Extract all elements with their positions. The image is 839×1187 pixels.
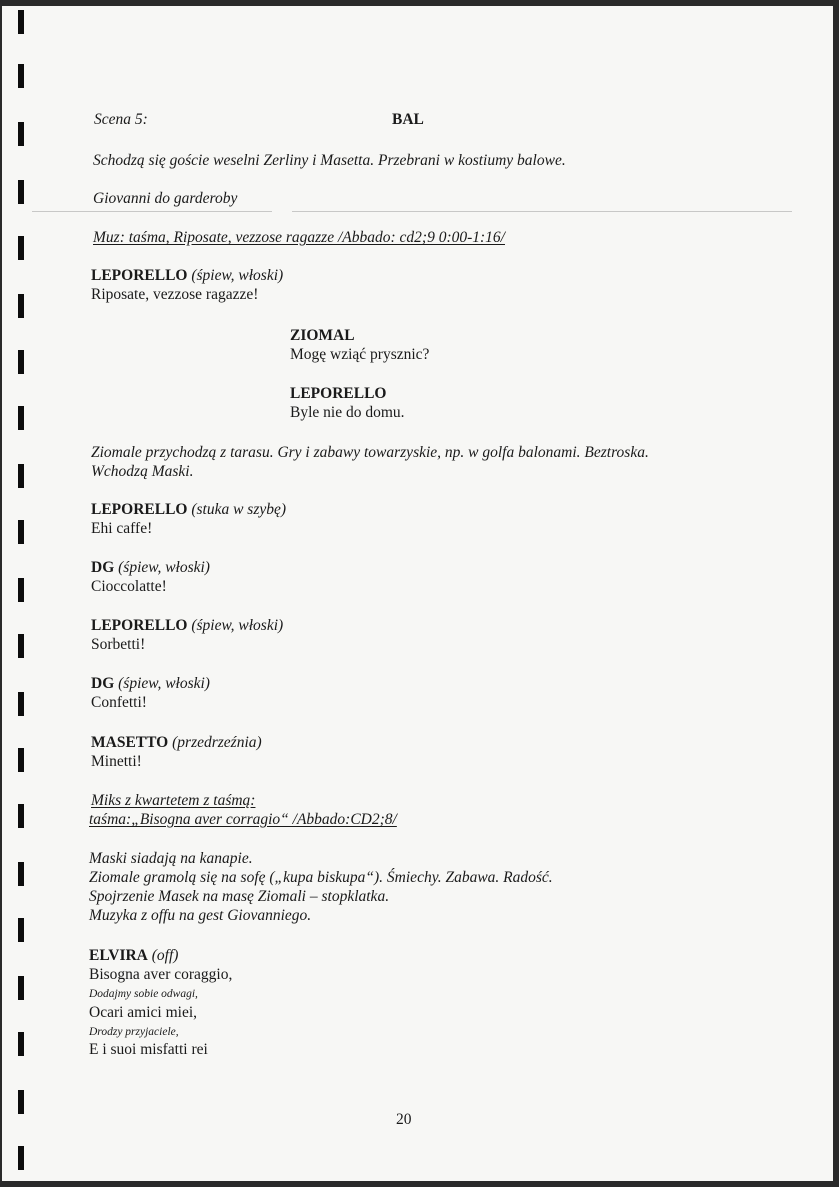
binding-hole (18, 294, 24, 318)
binding-hole (18, 520, 24, 544)
stage-direction: Schodzą się goście weselni Zerliny i Masetta. Przebrani w kostiumy balowe. (93, 152, 566, 169)
lyric-translation: Dodajmy sobie odwagi, (89, 988, 198, 1000)
speaker-note: (śpiew, włoski) (118, 675, 210, 692)
music-cue: Muz: taśma, Riposate, vezzose ragazze /Abbado: cd2;9 0:00-1:16/ (93, 229, 505, 246)
binding-hole (18, 1146, 24, 1170)
dialogue-line: Riposate, vezzose ragazze! (91, 286, 259, 303)
music-cue: taśma:„Bisogna aver corragio“ /Abbado:CD2;8/ (89, 811, 397, 828)
binding-hole (18, 804, 24, 828)
document-page (2, 6, 833, 1181)
speaker-note: (off) (151, 947, 179, 964)
speaker-note: (stuka w szybę) (191, 501, 287, 518)
binding-hole (18, 1090, 24, 1114)
stage-direction: Giovanni do garderoby (93, 190, 238, 207)
binding-hole (18, 634, 24, 658)
scan-artifact (32, 211, 272, 212)
speaker-heading (91, 558, 210, 577)
speaker-heading (89, 946, 178, 965)
speaker-note: (przedrzeźnia) (172, 734, 262, 751)
binding-hole (18, 122, 24, 146)
speaker-name: DG (91, 559, 115, 576)
speaker-heading (91, 616, 283, 635)
binding-hole (18, 464, 24, 488)
lyric-line: Bisogna aver coraggio, (89, 966, 233, 983)
stage-direction: Maski siadają na kanapie. (89, 850, 253, 867)
scene-label: Scena 5: (94, 111, 148, 128)
page-number: 20 (396, 1111, 412, 1128)
speaker-name: ELVIRA (89, 947, 148, 964)
scan-artifact (292, 211, 792, 212)
speaker-name: ZIOMAL (290, 327, 355, 344)
dialogue-line: Mogę wziąć prysznic? (290, 346, 430, 363)
stage-direction: Spojrzenie Masek na masę Ziomali – stopklatka. (89, 888, 390, 905)
binding-hole (18, 976, 24, 1000)
stage-direction: Muzyka z offu na gest Giovanniego. (89, 907, 312, 924)
dialogue-line: Ehi caffe! (91, 520, 153, 537)
binding-hole (18, 64, 24, 88)
binding-hole (18, 1032, 24, 1056)
lyric-line: Ocari amici miei, (89, 1004, 198, 1021)
speaker-note: (śpiew, włoski) (118, 559, 210, 576)
lyric-translation: Drodzy przyjaciele, (89, 1026, 179, 1038)
stage-direction: Ziomale gramolą się na sofę („kupa biskupa“). Śmiechy. Zabawa. Radość. (89, 869, 553, 886)
binding-hole (18, 578, 24, 602)
stage-direction: Wchodzą Maski. (91, 463, 194, 480)
binding-hole (18, 350, 24, 374)
binding-hole (18, 692, 24, 716)
speaker-name: DG (91, 675, 115, 692)
speaker-heading (91, 733, 262, 752)
stage-direction: Ziomale przychodzą z tarasu. Gry i zabawy towarzyskie, np. w golfa balonami. Beztroska. (91, 444, 649, 461)
dialogue-line: Byle nie do domu. (290, 404, 405, 421)
dialogue-line: Cioccolatte! (91, 578, 167, 595)
speaker-heading (91, 500, 286, 519)
speaker-note: (śpiew, włoski) (191, 267, 284, 284)
binding-hole (18, 236, 24, 260)
speaker-heading (91, 266, 283, 285)
speaker-name: LEPORELLO (290, 385, 387, 402)
binding-hole (18, 918, 24, 942)
speaker-name: MASETTO (91, 734, 169, 751)
speaker-name: LEPORELLO (91, 267, 188, 284)
speaker-note: (śpiew, włoski) (191, 617, 284, 634)
lyric-line: E i suoi misfatti rei (89, 1041, 208, 1058)
speaker-name: LEPORELLO (91, 501, 188, 518)
dialogue-line: Sorbetti! (91, 636, 146, 653)
binding-hole (18, 748, 24, 772)
music-cue: Miks z kwartetem z taśmą: (91, 792, 256, 809)
dialogue-line: Minetti! (91, 753, 142, 770)
binding-hole (18, 180, 24, 204)
binding-hole (18, 862, 24, 886)
binding-hole (18, 406, 24, 430)
speaker-heading (91, 674, 210, 693)
speaker-name: LEPORELLO (91, 617, 188, 634)
scene-title: BAL (392, 111, 424, 128)
binding-hole (18, 10, 24, 34)
dialogue-line: Confetti! (91, 694, 147, 711)
